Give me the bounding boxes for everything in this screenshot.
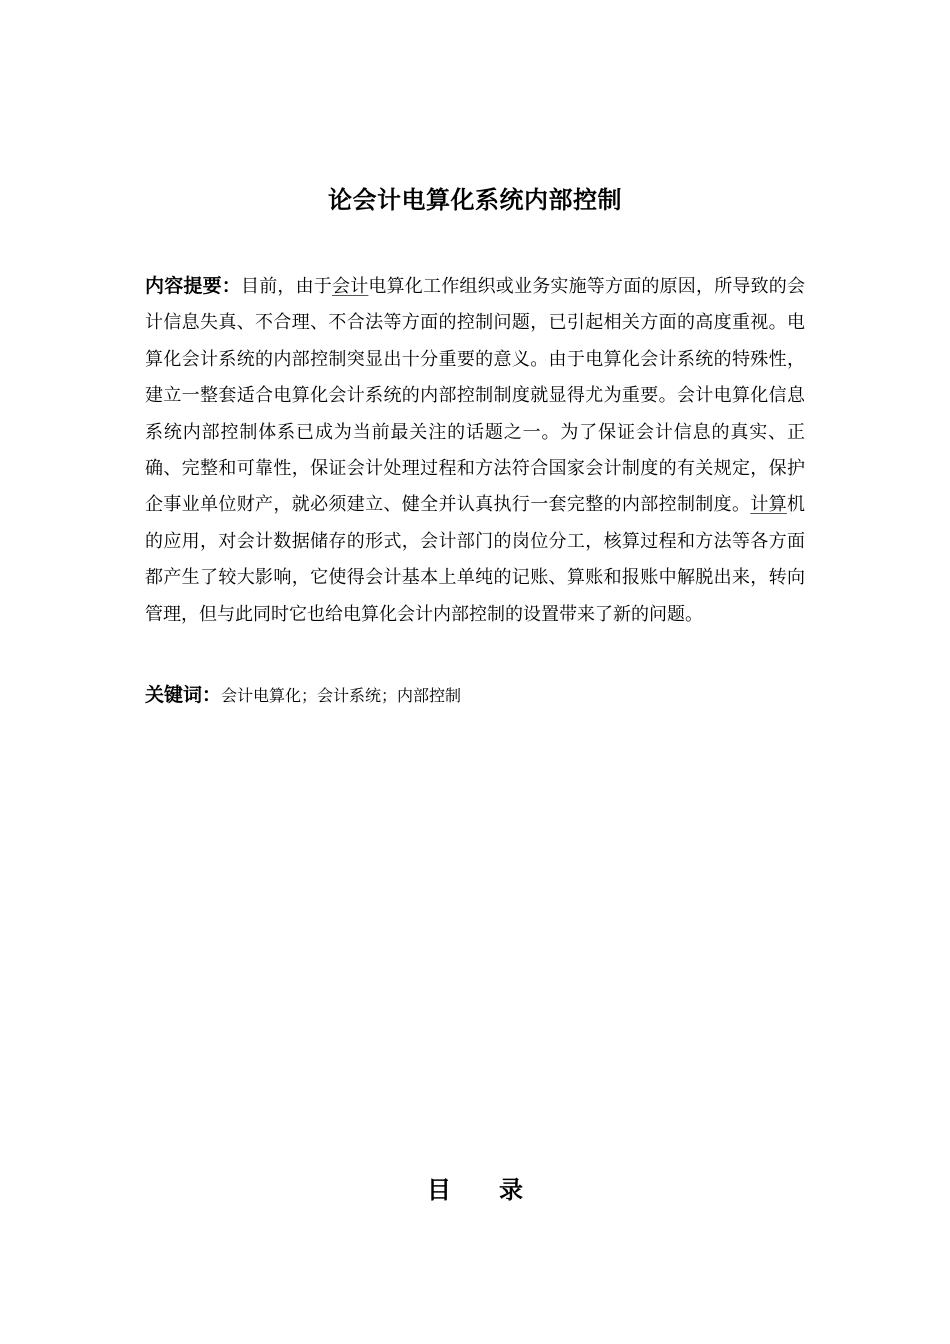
table-of-contents-title: 目 录 [427, 1176, 523, 1204]
keywords-line [145, 677, 805, 714]
abstract-text-part-1: 目前，由于 [241, 276, 332, 297]
keywords-label: 关键词： [145, 684, 222, 706]
abstract-paragraph [145, 268, 805, 633]
abstract-text-part-3: 机的应用，对会计数据储存的形式，会计部门的岗位分工，核算过程和方法等各方面都产生了较大影响，它使得会计基本上单纯的记账、算账和报账中解脱出来，转向管理，但与此同时它也给电算化会计内部控制的设置带来了新的问题。 [145, 494, 805, 625]
keywords-text: 会计电算化；会计系统；内部控制 [221, 686, 462, 705]
document-title: 论会计电算化系统内部控制 [328, 186, 622, 214]
abstract-text-part-2: 电算化工作组织或业务实施等方面的原因，所导致的会计信息失真、不合理、不合法等方面的控制问题，已引起相关方面的高度重视。电算化会计系统的内部控制突显出十分重要的意义。由于电算化会计系统的特殊性，建立一整套适合电算化会计系统的内部控制制度就显得尤为重要。会计电算化信息系统内部控制体系已成为当前最关注的话题之一。为了保证会计信息的真实、正确、完整和可靠性，保证会计处理过程和方法符合国家会计制度的有关规定，保护企事业单位财产，就必须建立、健全并认真执行一套完整的内部控制制度。 [145, 276, 805, 516]
abstract-label: 内容提要： [145, 275, 241, 297]
computer-link[interactable]: 计算 [750, 494, 787, 516]
accounting-link[interactable]: 会计 [332, 276, 369, 297]
